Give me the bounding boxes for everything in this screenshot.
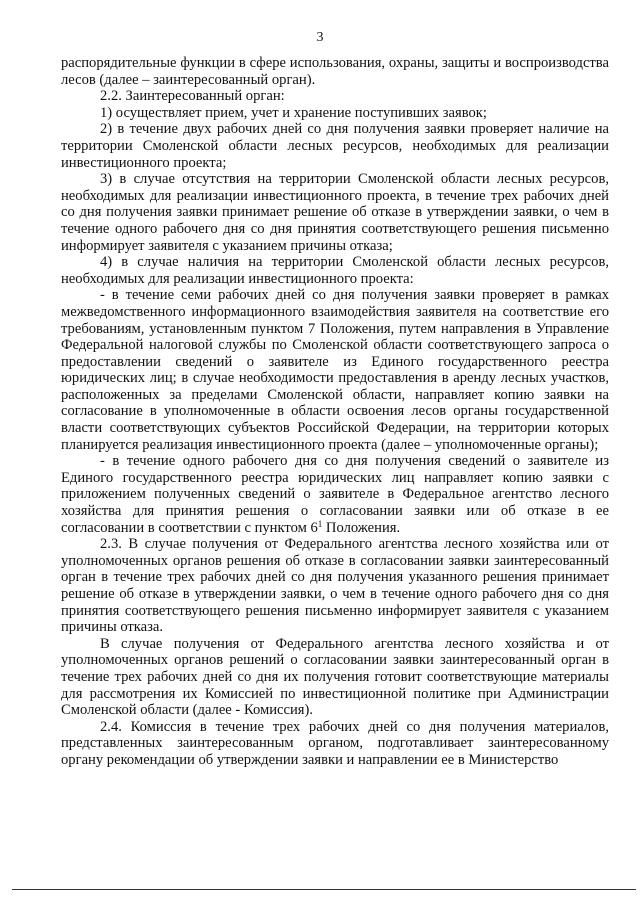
item-4: 4) в случае наличия на территории Смоленской области лесных ресурсов, необходимых для реализации инвестиционного проекта: [61,254,609,287]
item-4-subitem-2 [61,453,609,536]
section-2-2-heading: 2.2. Заинтересованный орган: [100,88,285,105]
item-4-subitem-1: - в течение семи рабочих дней со дня получения заявки проверяет в рамках межведомственного информационного взаимодействия заявителя на соответствие его требованиям, установленным пунктом 7 Положения, путем направления в Управление Федеральной налоговой службы по Смоленской области соответствующего запроса о предоставлении сведений о заявителе из Единого государственного реестра юридических лиц; в случае необходимости предоставления в аренду лесных участков, расположенных за пределами Смоленской области, направляет копию заявки на согласование в уполномоченные в области освоения лесов органы государственной власти соответствующих субъектов Российской Федерации, на территории которых планируется реализация инвестиционного проекта (далее – уполномоченные органы); [61,287,609,453]
subitem-2-tail: Положения. [322,519,401,536]
section-2-3: 2.3. В случае получения от Федерального агентства лесного хозяйства или от уполномоченных органов решения об отказе в согласовании заявки заинтересованный орган в течение трех рабочих дней со дня получения указанного решения принимает решение об отказе в утверждении заявки, о чем в течение одного рабочего дня со дня принятия соответствующего решения письменно информирует заявителя с указанием причины отказа. [61,536,609,636]
document-body [61,55,609,769]
paragraph-continuation: распорядительные функции в сфере использования, охраны, защиты и воспроизводства лесов (далее – заинтересованный орган). [61,55,609,88]
page-number: 3 [316,30,324,45]
section-2-3-continued: В случае получения от Федерального агентства лесного хозяйства и от уполномоченных органов решений о согласовании заявки заинтересованный орган в течение трех рабочих дней со дня их получения готовит соответствующие материалы для рассмотрения их Комиссией по инвестиционной политике при Администрации Смоленской области (далее - Комиссия). [61,635,609,719]
section-2-4: 2.4. Комиссия в течение трех рабочих дней со дня получения материалов, представленных заинтересованным органом, подготавливает заинтересованному органу рекомендации об утверждении заявки и направлении ее в Министерство [61,718,609,768]
footer-divider [12,889,636,890]
item-2: 2) в течение двух рабочих дней со дня получения заявки проверяет наличие на территории Смоленской области лесных ресурсов, необходимых для реализации инвестиционного проекта; [61,121,609,171]
item-1: 1) осуществляет прием, учет и хранение поступивших заявок; [100,104,487,121]
item-3: 3) в случае отсутствия на территории Смоленской области лесных ресурсов, необходимых для реализации инвестиционного проекта, в течение трех рабочих дней со дня получения заявки принимает решение об отказе в утверждении заявки, о чем в течение одного рабочего дня со дня принятия соответствующего решения письменно информирует заявителя с указанием причины отказа; [61,171,609,254]
subitem-2-text: - в течение одного рабочего дня со дня получения сведений о заявителе из Единого государственного реестра юридических лиц направляет копию заявки с приложением полученных сведений о заявителе в Федеральное агентство лесного хозяйства для принятия решения о согласовании заявки или об отказе в ее согласовании в соответствии с пунктом 6 [61,453,609,536]
superscript-marker: 1 [317,518,323,529]
